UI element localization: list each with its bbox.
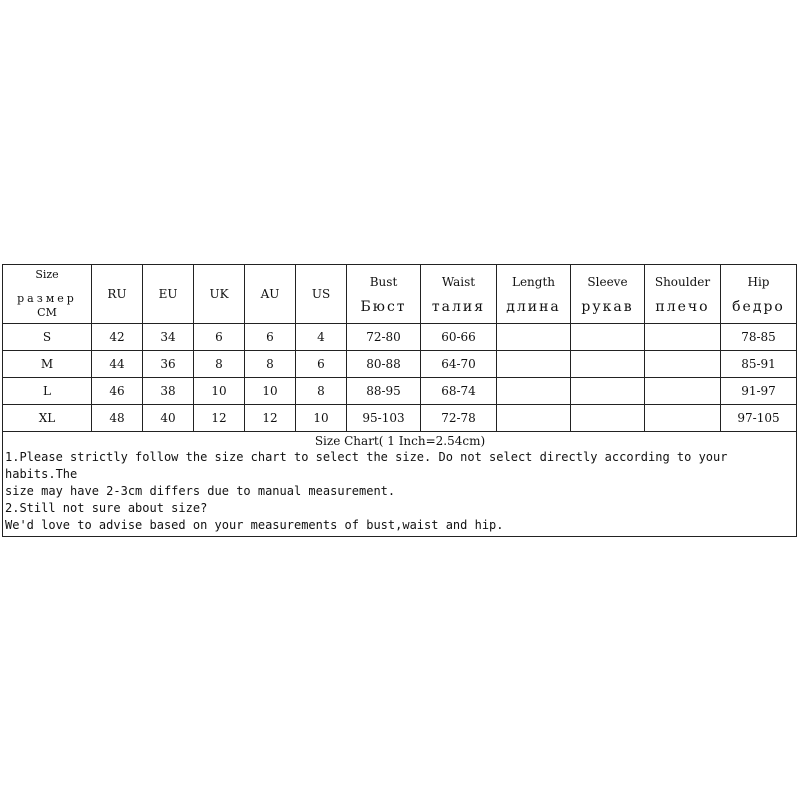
cell-uk: 12 <box>194 405 245 432</box>
cell-ru: 46 <box>92 378 143 405</box>
cell-sleeve <box>571 378 645 405</box>
cell-size: L <box>3 378 92 405</box>
cell-au: 12 <box>245 405 296 432</box>
cell-ru: 42 <box>92 324 143 351</box>
cell-shoulder <box>645 405 721 432</box>
cell-hip: 78-85 <box>721 324 797 351</box>
cell-us: 8 <box>296 378 347 405</box>
header-au: AU <box>245 265 296 324</box>
cell-length <box>497 351 571 378</box>
cell-eu: 38 <box>143 378 194 405</box>
table-row-s <box>3 324 797 351</box>
cell-length <box>497 378 571 405</box>
cell-bust: 80-88 <box>347 351 421 378</box>
cell-shoulder <box>645 324 721 351</box>
cell-size: XL <box>3 405 92 432</box>
cell-sleeve <box>571 351 645 378</box>
cell-bust: 88-95 <box>347 378 421 405</box>
header-size-en: Size <box>35 268 59 281</box>
header-hip-en: Hip <box>747 274 770 289</box>
notes-cell <box>3 432 797 537</box>
header-sleeve <box>571 265 645 324</box>
header-bust-en: Bust <box>369 274 398 289</box>
header-hip-ru: бедро <box>732 298 785 315</box>
cell-us: 10 <box>296 405 347 432</box>
cell-uk: 6 <box>194 324 245 351</box>
cell-waist: 64-70 <box>421 351 497 378</box>
cell-length <box>497 405 571 432</box>
cell-ru: 48 <box>92 405 143 432</box>
cell-sleeve <box>571 405 645 432</box>
header-row <box>3 265 797 324</box>
size-chart-table <box>2 264 797 537</box>
cell-eu: 40 <box>143 405 194 432</box>
header-sleeve-ru: рукав <box>581 298 634 315</box>
cell-hip: 97-105 <box>721 405 797 432</box>
note-line-3: 2.Still not sure about size? <box>5 501 208 515</box>
note-line-2: size may have 2-3cm differs due to manual measurement. <box>5 484 396 498</box>
header-eu: EU <box>143 265 194 324</box>
cell-shoulder <box>645 351 721 378</box>
cell-ru: 44 <box>92 351 143 378</box>
cell-sleeve <box>571 324 645 351</box>
cell-hip: 85-91 <box>721 351 797 378</box>
cell-eu: 34 <box>143 324 194 351</box>
cell-waist: 68-74 <box>421 378 497 405</box>
cell-uk: 10 <box>194 378 245 405</box>
header-size-ru: размер <box>17 292 77 305</box>
header-shoulder <box>645 265 721 324</box>
cell-bust: 72-80 <box>347 324 421 351</box>
cell-au: 10 <box>245 378 296 405</box>
cell-us: 6 <box>296 351 347 378</box>
cell-size: S <box>3 324 92 351</box>
cell-bust: 95-103 <box>347 405 421 432</box>
header-waist-en: Waist <box>441 274 476 289</box>
cell-size: M <box>3 351 92 378</box>
header-uk: UK <box>194 265 245 324</box>
cell-waist: 60-66 <box>421 324 497 351</box>
cell-eu: 36 <box>143 351 194 378</box>
cell-shoulder <box>645 378 721 405</box>
table-row-m <box>3 351 797 378</box>
header-bust <box>347 265 421 324</box>
table-row-l <box>3 378 797 405</box>
header-hip <box>721 265 797 324</box>
cell-au: 8 <box>245 351 296 378</box>
cell-length <box>497 324 571 351</box>
header-length-en: Length <box>511 274 556 289</box>
header-length <box>497 265 571 324</box>
cell-waist: 72-78 <box>421 405 497 432</box>
header-size-unit: CM <box>37 306 57 319</box>
table-row-xl <box>3 405 797 432</box>
header-shoulder-ru: плечо <box>655 298 710 315</box>
header-size <box>3 265 92 324</box>
header-bust-ru: Бюст <box>360 298 407 315</box>
header-ru: RU <box>92 265 143 324</box>
cell-uk: 8 <box>194 351 245 378</box>
cell-au: 6 <box>245 324 296 351</box>
note-line-1: 1.Please strictly follow the size chart to select the size. Do not select directly according to your habits.The <box>5 450 728 481</box>
header-length-ru: длина <box>506 298 561 315</box>
header-us: US <box>296 265 347 324</box>
note-line-4: We'd love to advise based on your measurements of bust,waist and hip. <box>5 518 504 532</box>
header-sleeve-en: Sleeve <box>587 274 628 289</box>
notes-row <box>3 432 797 537</box>
header-shoulder-en: Shoulder <box>654 274 711 289</box>
size-chart-title: Size Chart( 1 Inch=2.54cm) <box>314 434 486 448</box>
cell-us: 4 <box>296 324 347 351</box>
cell-hip: 91-97 <box>721 378 797 405</box>
header-waist-ru: талия <box>431 298 486 315</box>
header-waist <box>421 265 497 324</box>
